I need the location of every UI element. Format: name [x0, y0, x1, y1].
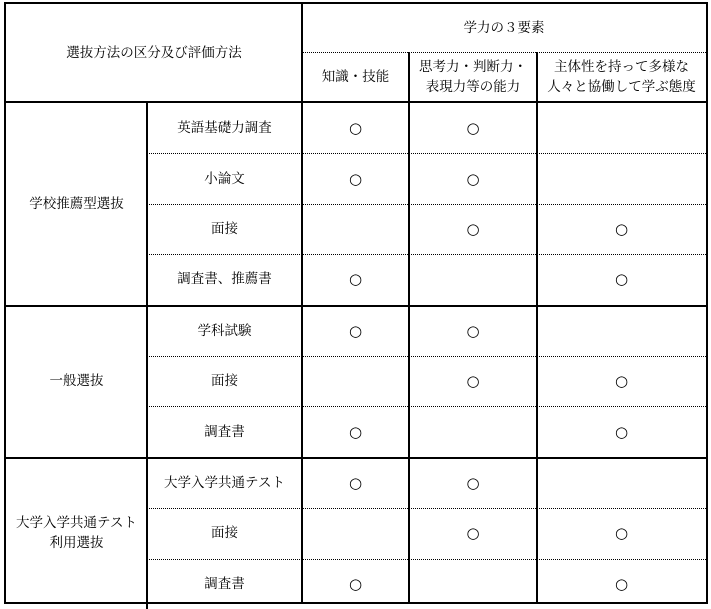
circle-mark: ○	[614, 422, 629, 441]
circle-mark: ○	[348, 422, 363, 441]
circle-mark: ○	[614, 372, 629, 391]
circle-mark: ○	[466, 169, 480, 188]
method-label: 面接	[211, 525, 238, 542]
header-divider	[302, 52, 706, 53]
circle-mark: ○	[614, 270, 629, 289]
method-label: 調査書	[204, 575, 245, 592]
circle-mark: ○	[614, 574, 629, 593]
circle-mark: ○	[466, 372, 480, 391]
column-header-3: 主体性を持って多様な 人々と協働して学ぶ態度	[547, 58, 696, 95]
circle-mark: ○	[466, 321, 480, 340]
column-header-2: 思考力・判断力・ 表現力等の能力	[419, 58, 527, 95]
method-label: 大学入学共通テスト	[164, 474, 285, 491]
column-header-1: 知識・技能	[321, 68, 390, 85]
circle-mark: ○	[348, 574, 363, 593]
circle-mark: ○	[348, 473, 363, 492]
evaluation-table	[4, 2, 708, 604]
method-label: 面接	[211, 220, 238, 237]
circle-mark: ○	[614, 219, 629, 238]
method-label: 調査書、推薦書	[177, 271, 272, 288]
circle-mark: ○	[348, 169, 363, 188]
method-label: 面接	[211, 373, 238, 390]
circle-mark: ○	[614, 524, 629, 543]
group-label: 学校推薦型選抜	[29, 195, 124, 212]
method-header: 選抜方法の区分及び評価方法	[66, 44, 242, 61]
circle-mark: ○	[466, 524, 480, 543]
circle-mark: ○	[466, 219, 480, 238]
circle-mark: ○	[348, 321, 363, 340]
circle-mark: ○	[348, 270, 363, 289]
method-label: 学科試験	[197, 322, 252, 339]
circle-mark: ○	[466, 119, 480, 138]
elements-header: 学力の３要素	[463, 20, 545, 36]
method-label: 英語基礎力調査	[177, 120, 272, 137]
circle-mark: ○	[348, 119, 363, 138]
circle-mark: ○	[466, 473, 480, 492]
method-label: 調査書	[204, 423, 245, 440]
group-label: 大学入学共通テスト 利用選抜	[16, 515, 137, 552]
method-label: 小論文	[204, 170, 245, 187]
group-label: 一般選抜	[49, 373, 104, 390]
